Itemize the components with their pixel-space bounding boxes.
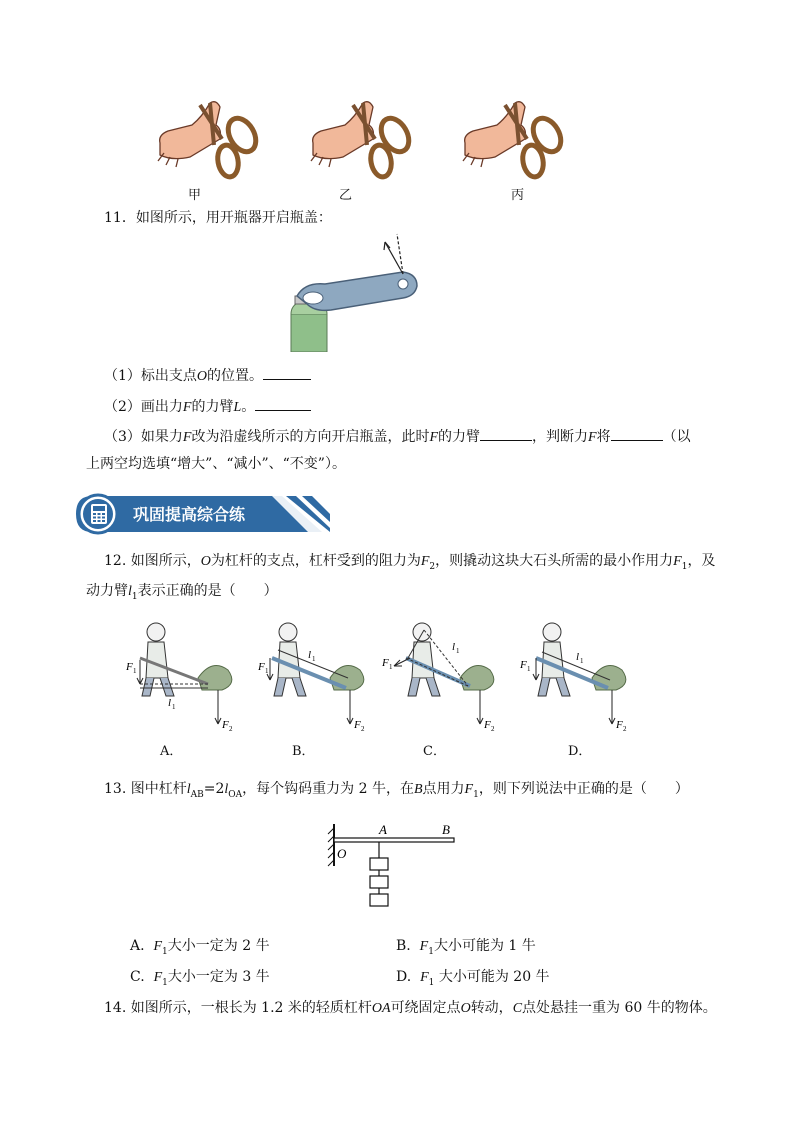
scissors-label-2: 乙	[339, 188, 353, 203]
q13-option-b[interactable]: B. $F_1$大小可能为 1 牛	[396, 938, 536, 957]
q13-lever-figure	[322, 818, 462, 918]
q12-b-l1-label: l	[308, 649, 312, 661]
q12-d-f1-label: F	[520, 659, 527, 671]
q11-stem: 11．如图所示，用开瓶器开启瓶盖：	[104, 210, 332, 226]
q12-stem-line1: 12. 如图所示，O为杠杆的支点，杠杆受到的阻力为$F_2$，则撬动这块大石头所需的最小作用力$F_1$，及	[104, 553, 716, 572]
q13-point-o: O	[337, 846, 347, 861]
q12-a-l1-sub: 1	[172, 703, 176, 711]
q13-point-a: A	[379, 822, 387, 837]
q11-answer-blank-2[interactable]	[255, 396, 311, 411]
q13-stem: 13. 图中杠杆$l_{AB}=2l_{OA}$，每个钩码重力为 2 牛，在B点用力$F_1$，则下列说法中正确的是（ ）	[104, 781, 689, 800]
scissors-hand-figure-1	[150, 95, 265, 185]
q12-b-f2-label: F	[354, 719, 361, 731]
q12-a-f1-label: F	[126, 661, 133, 673]
q12-figure-b	[250, 618, 380, 738]
scissors-hand-figure-3	[455, 95, 570, 185]
calculator-icon	[88, 503, 110, 525]
q12-figure-a	[118, 618, 248, 738]
scissors-label-1: 甲	[188, 188, 202, 203]
q12-b-f1-sub: 1	[265, 667, 269, 675]
q13-option-a[interactable]: A. $F_1$大小一定为 2 牛	[130, 938, 270, 957]
q11-answer-blank-4[interactable]	[611, 426, 663, 441]
q11-answer-blank-1[interactable]	[263, 365, 311, 380]
q12-d-f2-label: F	[616, 719, 623, 731]
bottle-opener-figure	[285, 232, 425, 352]
q13-option-c[interactable]: C. $F_1$大小一定为 3 牛	[130, 969, 270, 988]
q12-c-f2-label: F	[484, 719, 491, 731]
section-title: 巩固提高综合练	[133, 505, 246, 524]
q11-answer-blank-3[interactable]	[480, 426, 532, 441]
q11-part2: （2）画出力F的力臂L。	[104, 396, 311, 418]
q12-a-f2-sub: 2	[229, 725, 233, 733]
q12-option-d[interactable]: D．	[568, 744, 592, 759]
q12-a-f2-label: F	[222, 719, 229, 731]
q12-b-f2-sub: 2	[361, 725, 365, 733]
q12-c-l1-label: l	[452, 641, 456, 653]
q11-part3: （3）如果力F改为沿虚线所示的方向开启瓶盖，此时F的力臂 ，判断力F将 （以	[104, 426, 691, 448]
q12-c-f1-label: F	[382, 657, 389, 669]
scissors-hand-figure-2	[303, 95, 418, 185]
q12-b-l1-sub: 1	[312, 655, 316, 663]
q12-figure-d	[512, 618, 642, 738]
q11-part1: （1）标出支点O的位置。	[104, 365, 311, 387]
q12-a-f1-sub: 1	[133, 667, 137, 675]
q13-option-d[interactable]: D. $F_1$ 大小可能为 20 牛	[396, 969, 550, 988]
q12-a-l1-label: l	[168, 697, 172, 709]
q12-c-f2-sub: 2	[491, 725, 495, 733]
q14-stem: 14. 如图所示，一根长为 1.2 米的轻质杠杆OA可绕固定点O转动，C点处悬挂一重为 60 牛的物体。	[104, 1000, 717, 1016]
q12-d-l1-label: l	[576, 651, 580, 663]
q12-figure-c	[380, 618, 510, 738]
q13-point-b: B	[442, 822, 450, 837]
q12-d-f1-sub: 1	[527, 665, 531, 673]
q12-d-l1-sub: 1	[580, 657, 584, 665]
q12-b-f1-label: F	[258, 661, 265, 673]
q12-option-b[interactable]: B．	[292, 744, 315, 759]
q12-stem-line2: 动力臂$l_1$表示正确的是（ ）	[86, 583, 278, 602]
q12-option-c[interactable]: C．	[423, 744, 446, 759]
scissors-label-3: 丙	[511, 188, 525, 203]
q12-c-f1-sub: 1	[389, 663, 393, 671]
q11-part3-line2: 上两空均选填“增大”、“减小”、“不变”）。	[86, 456, 346, 472]
q12-option-a[interactable]: A．	[160, 744, 183, 759]
q12-c-l1-sub: 1	[456, 647, 460, 655]
q12-d-f2-sub: 2	[623, 725, 627, 733]
